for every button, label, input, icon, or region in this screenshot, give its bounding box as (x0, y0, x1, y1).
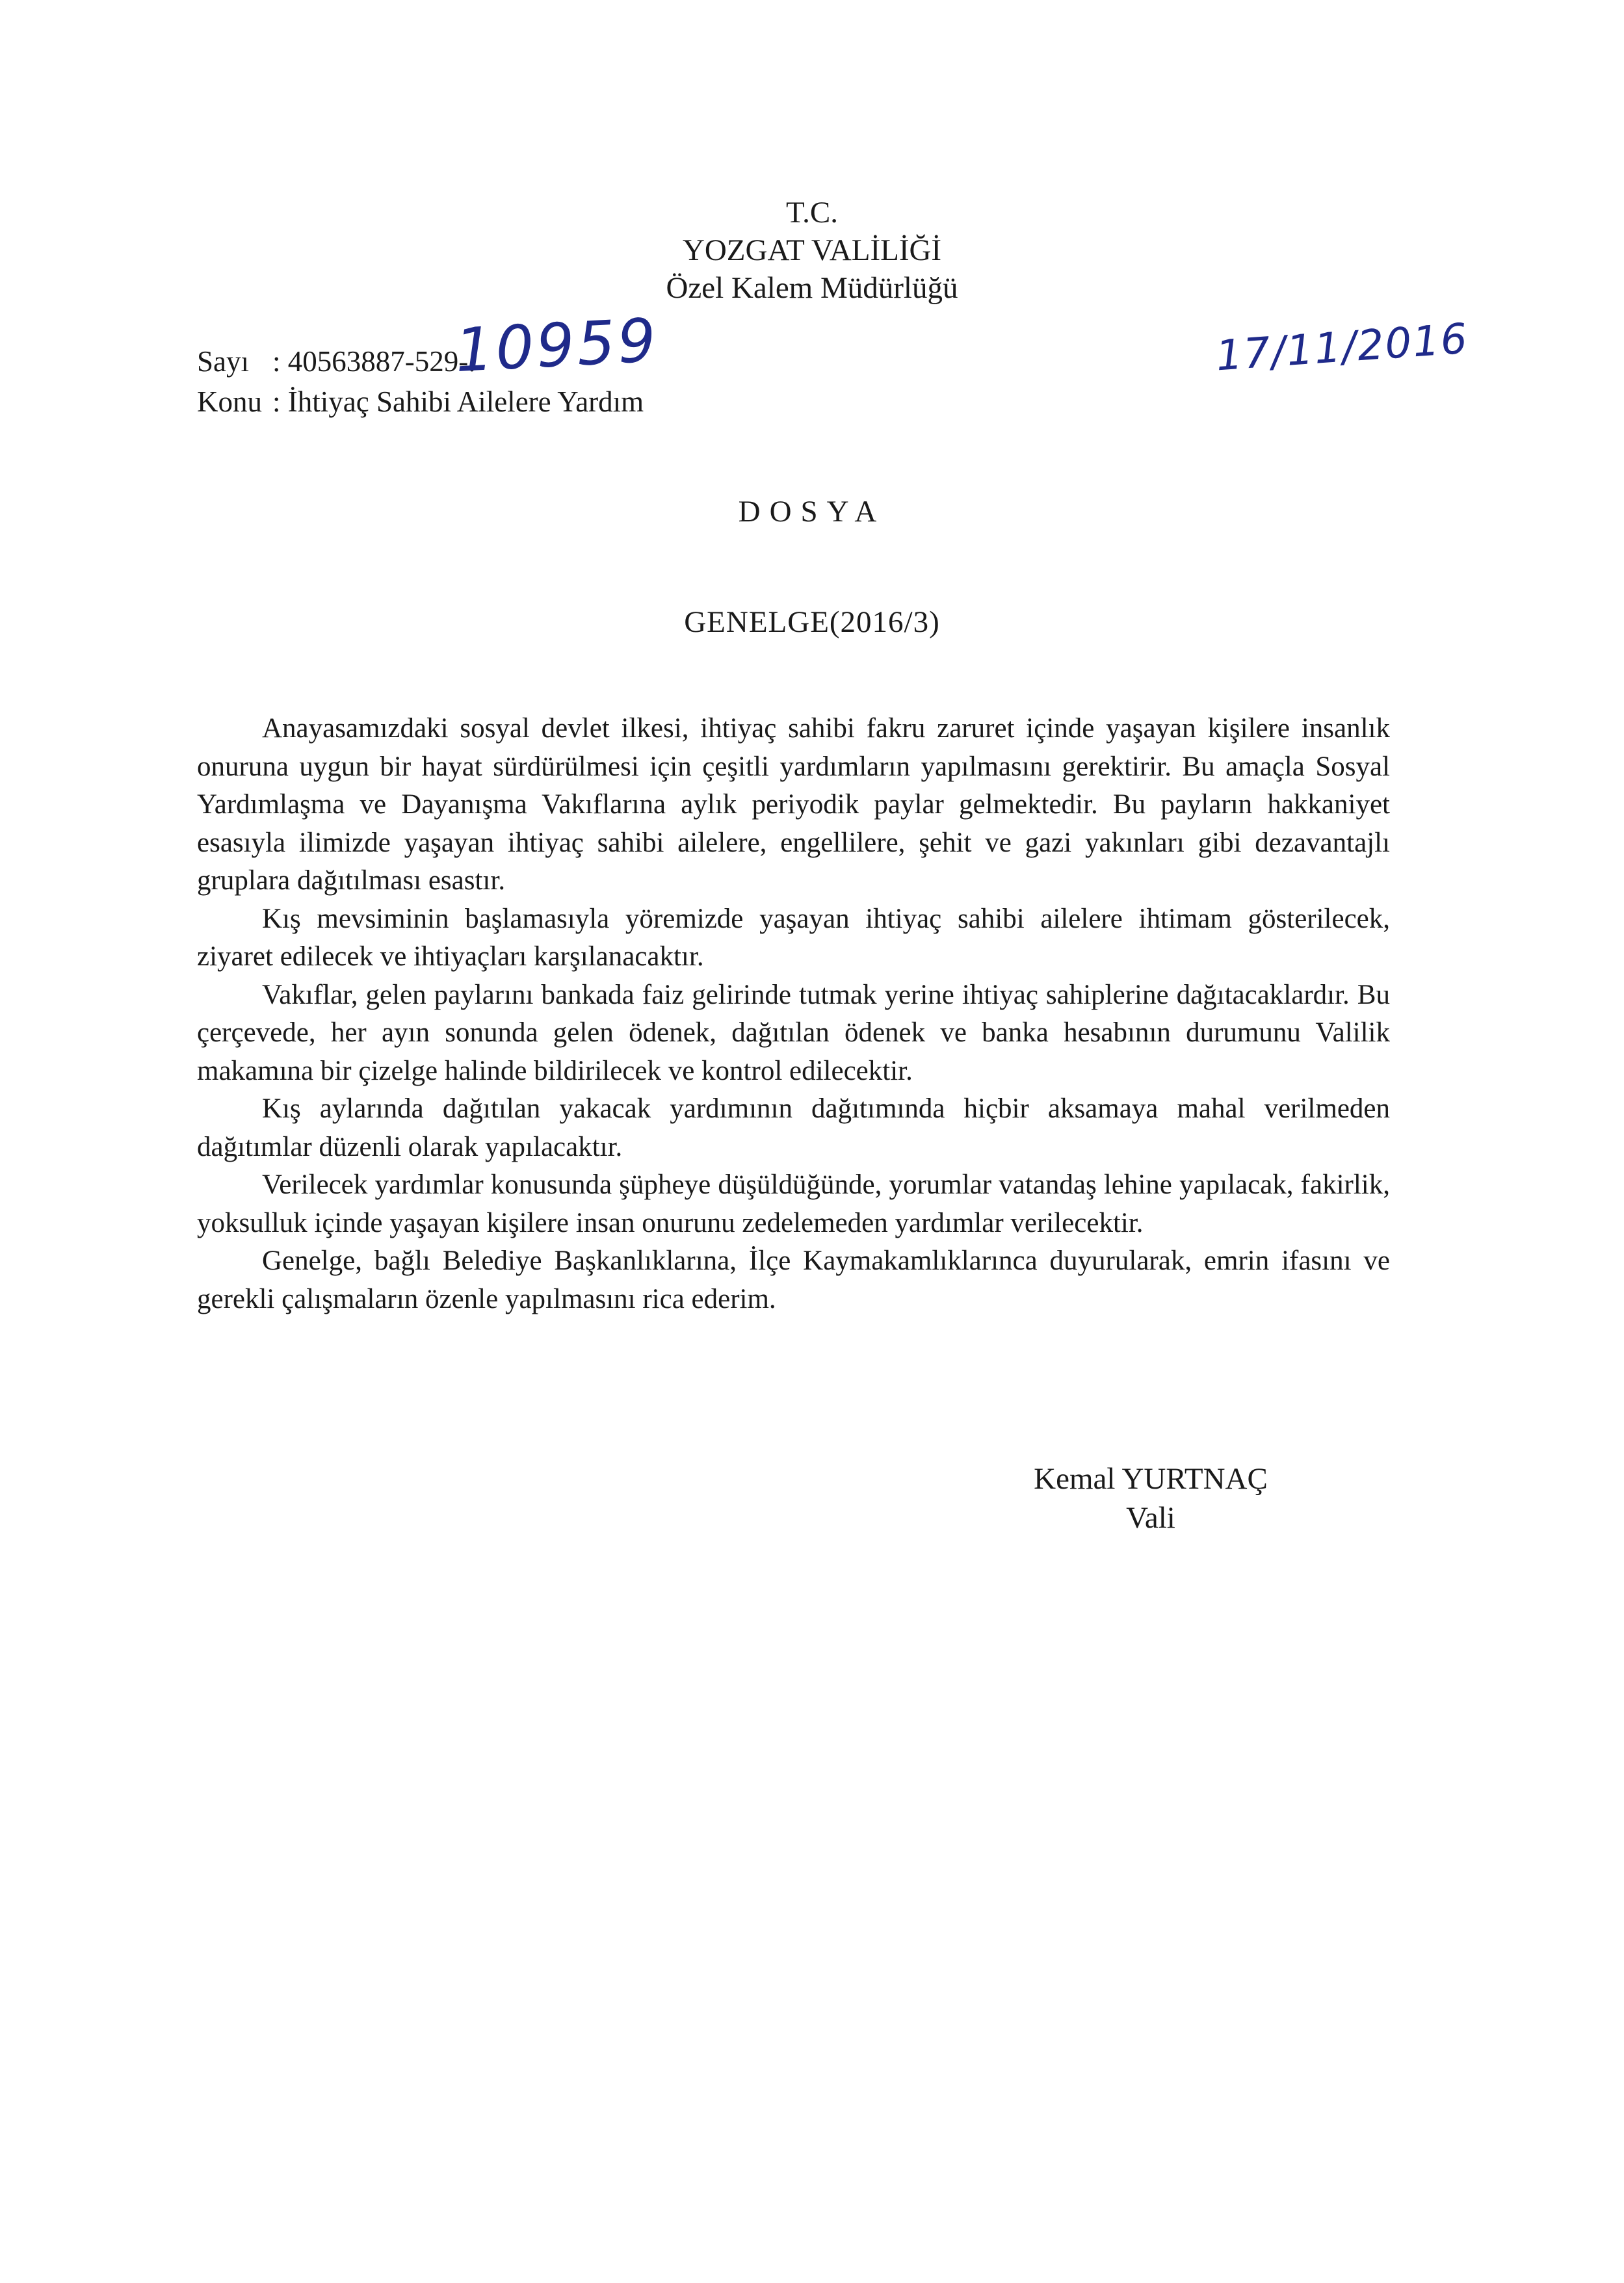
paragraph-4: Kış aylarında dağıtılan yakacak yardımının dağıtımında hiçbir aksamaya mahal verilmeden dağıtımlar düzenli olarak yapılacaktır. (197, 1093, 1390, 1162)
letterhead-tc: T.C. (785, 196, 839, 229)
file-title: DOSYA (738, 495, 886, 528)
paragraph-6: Genelge, bağlı Belediye Başkanlıklarına, İlçe Kaymakamlıklarınca duyurularak, emrin ifasını ve gerekli çalışmaların özenle yapılmasını rica ederim. (197, 1246, 1390, 1314)
paragraph-3: Vakıflar, gelen paylarını bankada faiz gelirinde tutmak yerine ihtiyaç sahiplerine dağıtacaklardır. Bu çerçevede, her ayın sonunda gelen ödenek, dağıtılan ödenek ve banka hesabının durumunu Valilik makamına bir çizelge halinde bildirilecek ve kontrol edilecektir. (197, 979, 1390, 1086)
letterhead-department: Özel Kalem Müdürlüğü (666, 271, 958, 305)
sayi-value: : 40563887-529-. (272, 345, 476, 378)
handwritten-date: 17/11/2016 (1214, 315, 1470, 381)
paragraph-2: Kış mevsiminin başlamasıyla yöremizde yaşayan ihtiyaç sahibi ailelere ihtimam gösterilecek, ziyaret edilecek ve ihtiyaçları karşılanacaktır. (197, 903, 1390, 972)
signature-block (1001, 1459, 1300, 1537)
signatory-title: Vali (1126, 1501, 1175, 1535)
letterhead (0, 194, 1624, 307)
konu-label: Konu (197, 385, 262, 418)
signatory-name: Kemal YURTNAÇ (1034, 1462, 1268, 1496)
handwritten-document-number: 10959 (453, 305, 661, 386)
circular-body (197, 710, 1390, 1318)
letterhead-governorship: YOZGAT VALİLİĞİ (682, 233, 942, 267)
konu-value: : İhtiyaç Sahibi Ailelere Yardım (272, 385, 644, 418)
circular-title: GENELGE(2016/3) (684, 605, 940, 639)
paragraph-5: Verilecek yardımlar konusunda şüpheye düşüldüğünde, yorumlar vatandaş lehine yapılacak, fakirlik, yoksulluk içinde yaşayan kişilere insan onurunu zedelemeden yardımlar verilecektir. (197, 1169, 1390, 1238)
paragraph-1: Anayasamızdaki sosyal devlet ilkesi, ihtiyaç sahibi fakru zaruret içinde yaşayan kişilere insanlık onuruna uygun bir hayat sürdürülmesi için çeşitli yardımların yapılmasını gerektirir. Bu amaçla Sosyal Yardımlaşma ve Dayanışma Vakıflarına aylık periyodik paylar gelmektedir. Bu payların hakkaniyet esasıyla ilimizde yaşayan ihtiyaç sahibi ailelere, engellilere, şehit ve gazi yakınları gibi dezavantajlı gruplara dağıtılması esastır. (197, 713, 1390, 896)
sayi-label: Sayı (197, 345, 250, 378)
konu-row (197, 382, 644, 422)
